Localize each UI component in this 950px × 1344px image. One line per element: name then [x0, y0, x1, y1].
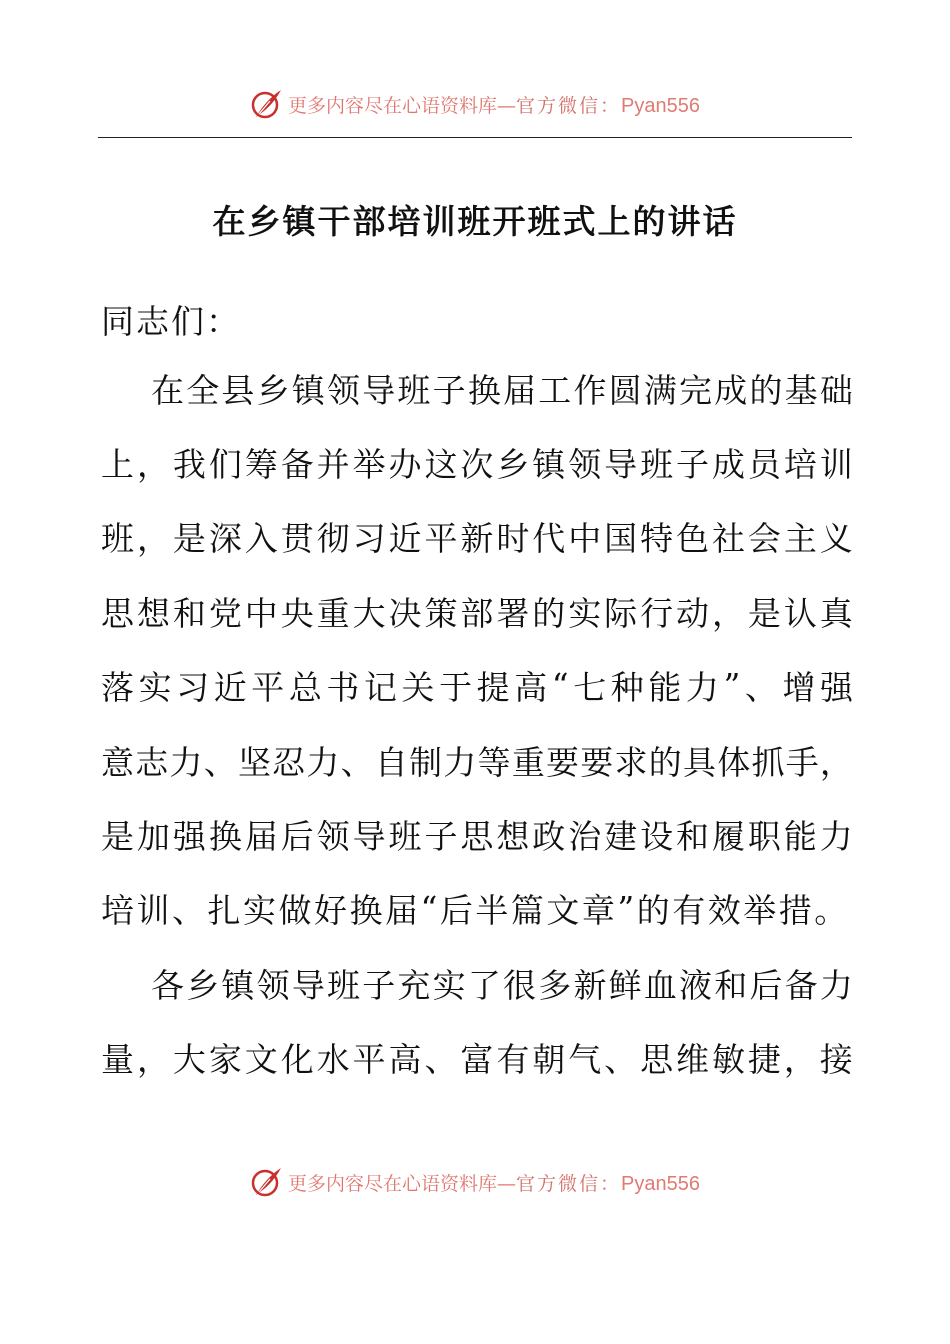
- banner-dash: —: [497, 94, 517, 117]
- paragraph-line: 班 ， 是 深 入 贯 彻 习 近 平 新 时 代 中 国 特 色 社 会 主 义: [101, 519, 853, 559]
- paragraph-1: [101, 351, 853, 946]
- banner-text: [288, 91, 700, 118]
- paragraph-line: 培 训 、 扎 实 做 好 换 届 “ 后 半 篇 文 章 ” 的 有 效 举 措 。: [101, 889, 850, 931]
- paragraph-2: [101, 946, 853, 1095]
- banner-dash: —: [497, 1172, 517, 1195]
- banner-wechat-id: Pyan556: [621, 94, 700, 117]
- banner-main-text: 更多内容尽在心语资料库: [288, 1172, 498, 1195]
- paragraph-line: 在 全 县 乡 镇 领 导 班 子 换 届 工 作 圆 满 完 成 的 基 础: [151, 370, 853, 410]
- quill-pen-logo-icon: [250, 87, 284, 121]
- paragraph-line: 思 想 和 党 中 央 重 大 决 策 部 署 的 实 际 行 动 ， 是 认 真: [101, 593, 853, 633]
- banner-wechat-label: 官方微信：: [516, 94, 622, 117]
- paragraph-line: 是 加 强 换 届 后 领 导 班 子 思 想 政 治 建 设 和 履 职 能 力: [101, 817, 853, 857]
- paragraph-line: 量 ， 大 家 文 化 水 平 高 、 富 有 朝 气 、 思 维 敏 捷 ， 接: [101, 1040, 853, 1080]
- footer-banner: [0, 1162, 950, 1202]
- banner-wechat-id: Pyan556: [621, 1172, 700, 1195]
- paragraph-line: 意 志 力 、 坚 忍 力 、 自 制 力 等 重 要 要 求 的 具 体 抓 手 ，: [101, 742, 853, 782]
- banner-main-text: 更多内容尽在心语资料库: [288, 94, 498, 117]
- salutation: 同志们：: [101, 302, 241, 341]
- paragraph-line: 上 ， 我 们 筹 备 并 举 办 这 次 乡 镇 领 导 班 子 成 员 培 训: [101, 445, 853, 485]
- document-title: 在乡镇干部培训班开班式上的讲话: [212, 202, 738, 241]
- header-banner: [0, 84, 950, 124]
- banner-wechat-label: 官方微信：: [516, 1172, 622, 1195]
- paragraph-line: 各 乡 镇 领 导 班 子 充 实 了 很 多 新 鲜 血 液 和 后 备 力: [151, 965, 853, 1005]
- header-divider: [98, 137, 852, 138]
- quill-pen-logo-icon: [250, 1165, 284, 1199]
- banner-text: [288, 1169, 700, 1196]
- paragraph-line: 落 实 习 近 平 总 书 记 关 于 提 高 “ 七 种 能 力 ” 、 增 强: [101, 666, 853, 708]
